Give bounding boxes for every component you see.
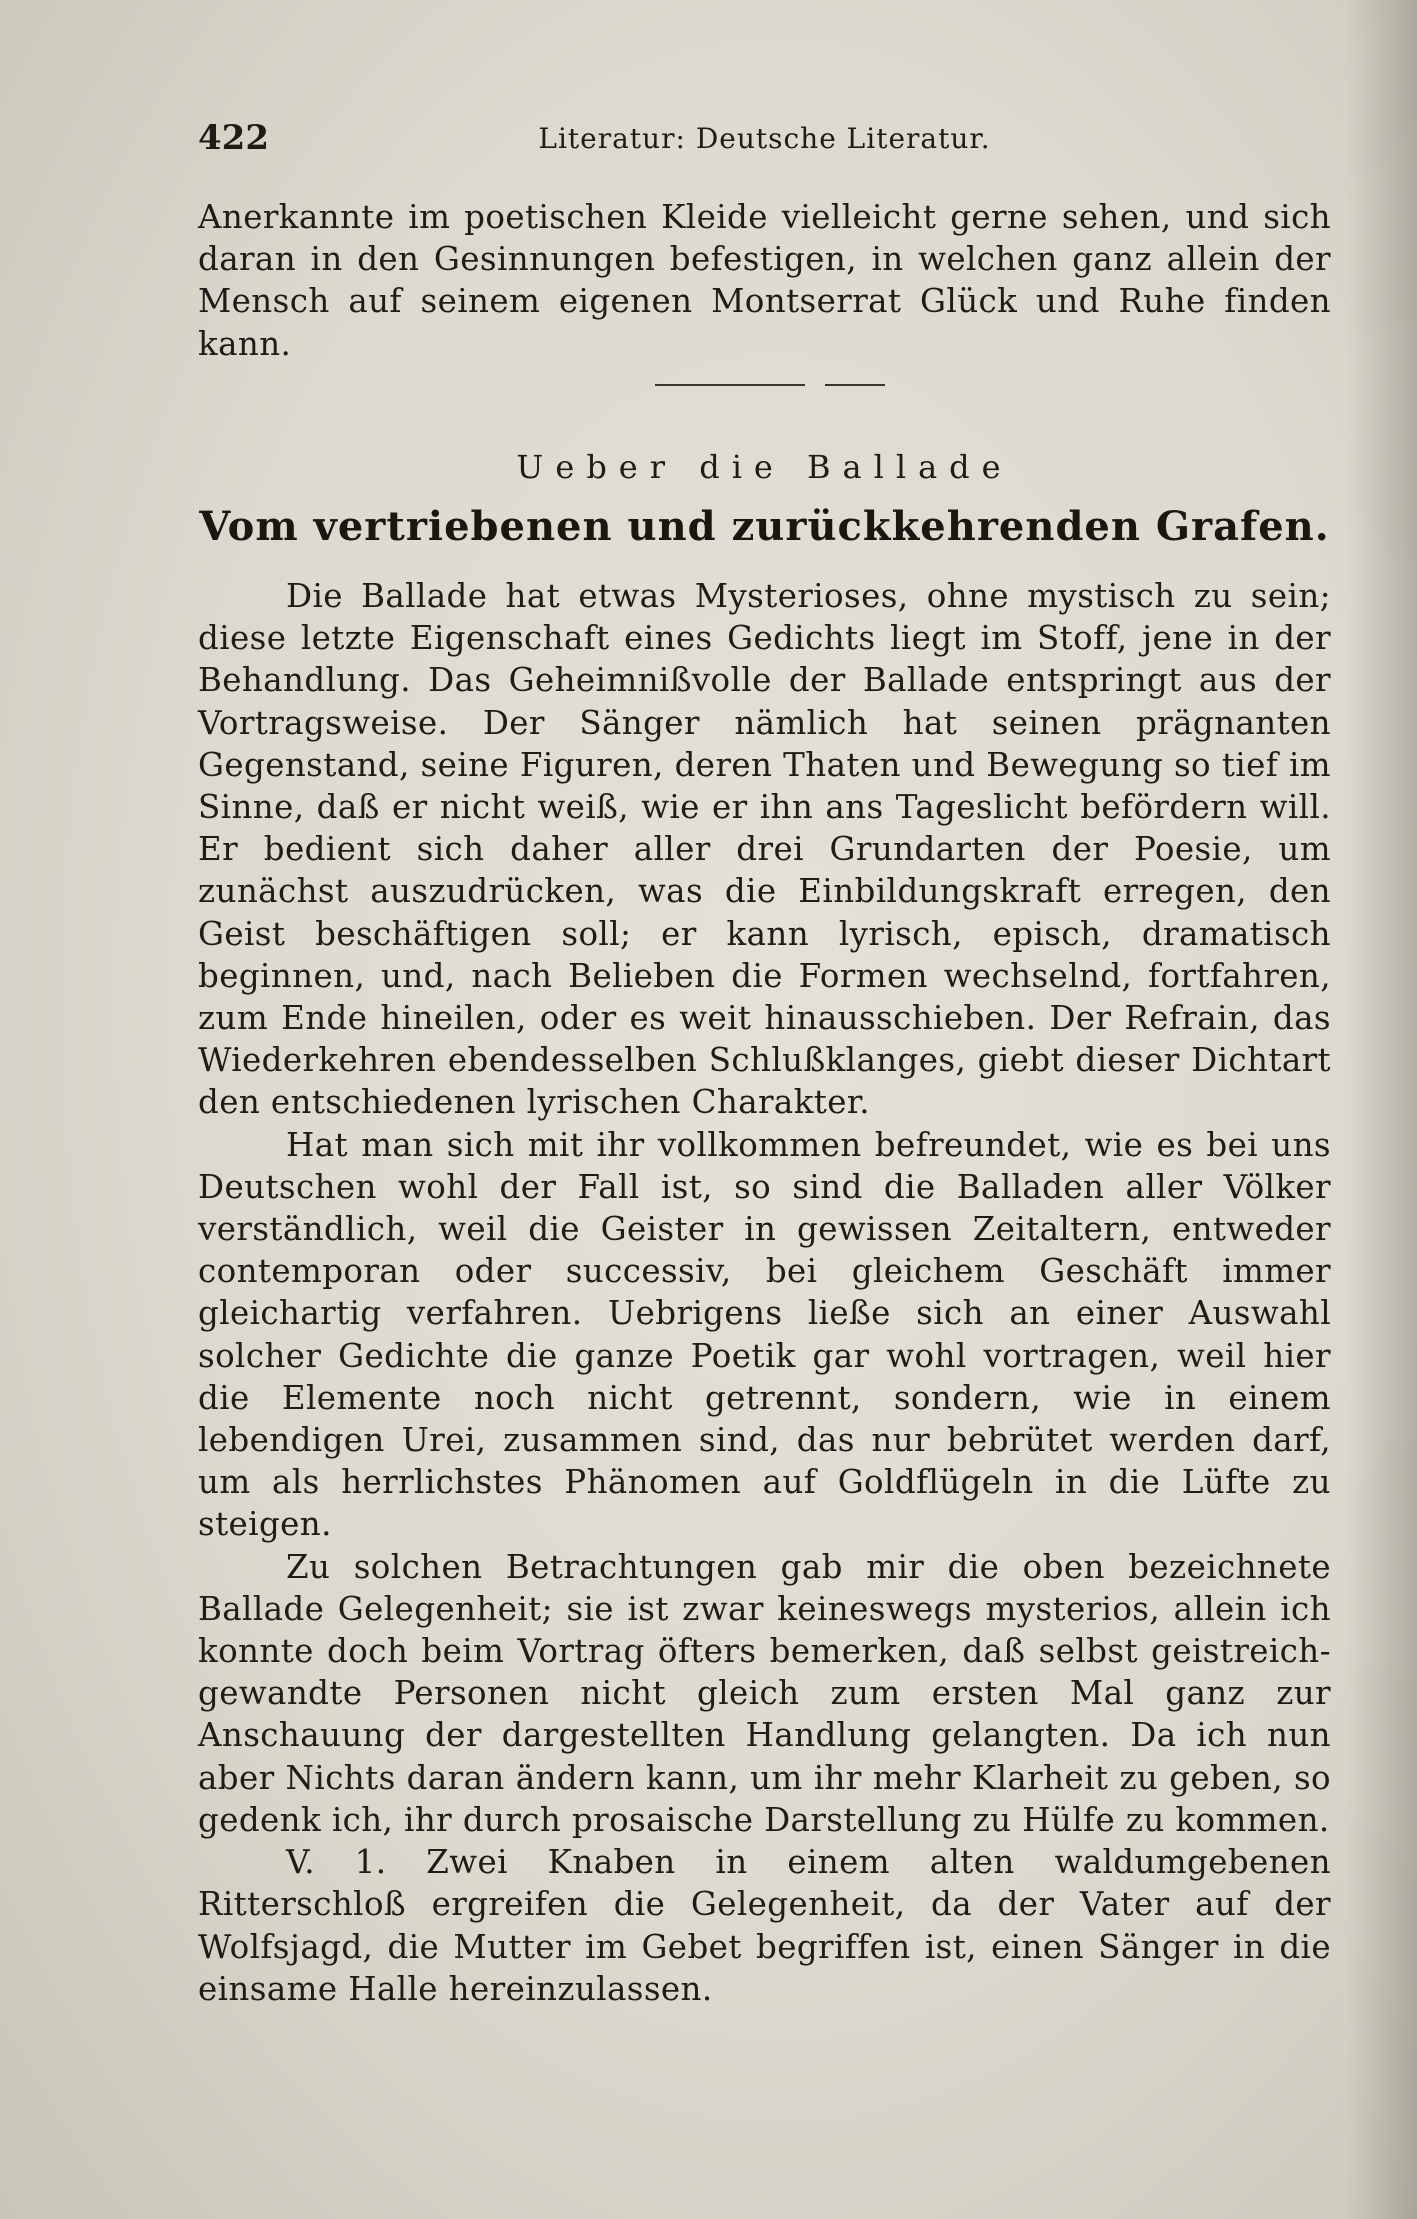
paragraph-2: Hat man sich mit ihr vollkommen befreundet, wie es bei uns Deutschen wohl der Fall ist, so sind die Balladen aller Völker verständlich, weil die Geister in gewissen Zeitaltern, entweder contemporan oder successiv, bei gleichem Geschäft immer gleichartig verfahren. Uebrigens ließe sich an einer Auswahl solcher Gedichte die ganze Poetik gar wohl vortragen, weil hier die Elemente noch nicht getrennt, sondern, wie in einem lebendigen Urei, zusammen sind, das nur bebrütet werden darf, um als herrlichstes Phänomen auf Goldflügeln in die Lüfte zu steigen. [198, 1125, 1331, 1544]
paragraph-4: V. 1. Zwei Knaben in einem alten waldumgebenen Ritterschloß ergreifen die Gelegenheit, da der Vater auf der Wolfsjagd, die Mutter im Gebet begriffen ist, einen Sänger in die einsame Halle hereinzulassen. [198, 1843, 1331, 2008]
running-head: Literatur: Deutsche Literatur. [538, 122, 991, 155]
continuation-paragraph: Anerkannte im poetischen Kleide vielleicht gerne sehen, und sich daran in den Gesinnungen befestigen, in welchen ganz allein der Mensch auf seinem eigenen Montserrat Glück und Ruhe finden kann. [198, 198, 1331, 363]
page-number: 422 [198, 118, 269, 158]
spine-shadow [1347, 0, 1417, 2219]
page-header [198, 118, 1331, 168]
paragraph-1: Die Ballade hat etwas Mysterioses, ohne mystisch zu sein; diese letzte Eigenschaft eines Gedichts liegt im Stoff, jene in der Behandlung. Das Geheimnißvolle der Ballade entspringt aus der Vortragsweise. Der Sänger nämlich hat seinen prägnanten Gegenstand, seine Figuren, deren Thaten und Bewegung so tief im Sinne, daß er nicht weiß, wie er ihn ans Tageslicht befördern will. Er bedient sich daher aller drei Grundarten der Poesie, um zunächst auszudrücken, was die Einbildungskraft erregen, den Geist beschäftigen soll; er kann lyrisch, episch, dramatisch beginnen, und, nach Belieben die Formen wechselnd, fortfahren, zum Ende hineilen, oder es weit hinausschieben. Der Refrain, das Wiederkehren ebendesselben Schlußklanges, giebt dieser Dichtart den entschiedenen lyrischen Charakter. [198, 577, 1331, 1122]
section-subtitle: Ueber die Ballade [516, 448, 1013, 486]
continuation-block [198, 196, 1331, 365]
paragraph-3: Zu solchen Betrachtungen gab mir die oben bezeichnete Ballade Gelegenheit; sie ist zwar keineswegs mysterios, allein ich konnte doch beim Vortrag öfters bemerken, daß selbst geistreich-gewandte Personen nicht gleich zum ersten Mal ganz zur Anschauung der dargestellten Handlung gelangten. Da ich nun aber Nichts daran ändern kann, um ihr mehr Klarheit zu geben, so gedenk ich, ihr durch prosaische Darstellung zu Hülfe zu kommen. [198, 1547, 1331, 1839]
body-text [198, 575, 1331, 2010]
section-title: Vom vertriebenen und zurückkehrenden Grafen. [199, 503, 1330, 550]
section-divider [655, 384, 885, 386]
